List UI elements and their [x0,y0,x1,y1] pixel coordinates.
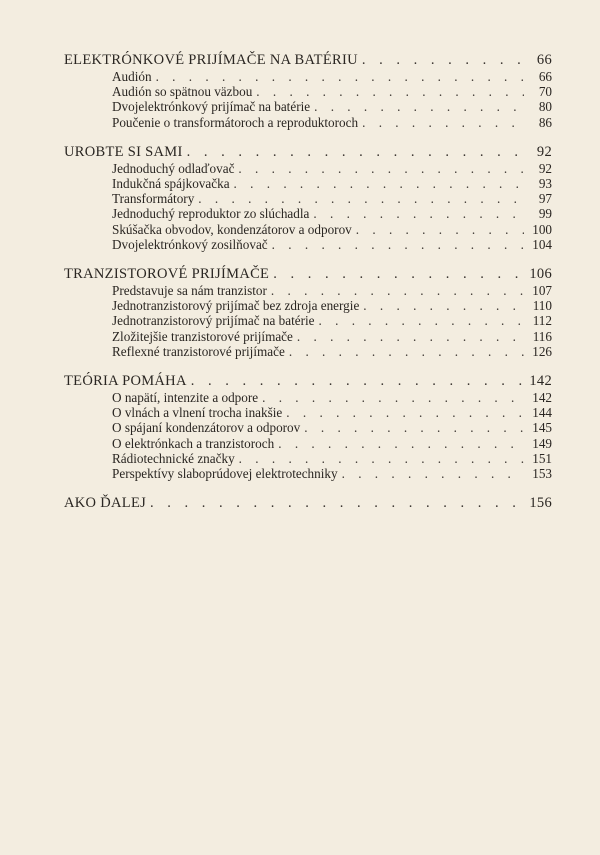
dot-leader [191,373,524,390]
toc-entry [64,313,552,328]
entry-title: Dvojelektrónkový zosilňovač [112,236,268,252]
entry-title: Predstavuje sa nám tranzistor [112,283,267,299]
page-number: 80 [538,99,552,115]
page-number: 92 [538,160,552,176]
dot-leader [198,191,524,206]
dot-leader [278,436,524,451]
toc-entry [64,161,552,176]
entry-title: O elektrónkach a tranzistoroch [112,435,275,451]
dot-leader [272,237,524,252]
page-number: 126 [532,343,552,359]
toc-entry [64,390,552,405]
dot-leader [238,161,524,176]
entry-title: Indukčná spájkovačka [112,176,230,192]
entry-title: O spájaní kondenzátorov a odporov [112,420,301,436]
section-title: ELEKTRÓNKOVÉ PRIJÍMAČE NA BATÉRIU [64,52,358,68]
page-number: 156 [529,495,552,512]
entry-title: Audión so spätnou väzbou [112,84,253,100]
page-number: 104 [532,236,552,252]
page-number: 99 [538,206,552,222]
table-of-contents [64,52,552,526]
toc-entry [64,283,552,298]
entry-title: Jednotranzistorový prijímač bez zdroja energie [112,298,360,314]
toc-section-heading [64,373,552,390]
page-number: 93 [538,176,552,192]
dot-leader [234,176,524,191]
page-number: 70 [538,84,552,100]
dot-leader [342,466,524,481]
toc-entry [64,237,552,252]
toc-entry [64,222,552,237]
toc-entry [64,451,552,466]
page-number: 106 [529,266,552,283]
dot-leader [314,99,524,114]
toc-section [64,495,552,512]
dot-leader [362,52,524,69]
toc-entry [64,69,552,84]
page-number: 144 [532,405,552,421]
entry-title: Skúšačka obvodov, kondenzátorov a odporov [112,221,352,237]
toc-entry [64,191,552,206]
page-number: 112 [532,313,552,329]
section-title: UROBTE SI SAMI [64,143,183,160]
dot-leader [289,344,524,359]
page-number: 66 [536,52,552,68]
toc-section-heading [64,266,552,283]
page-number: 153 [532,466,552,482]
toc-entry [64,466,552,481]
entry-title: Zložitejšie tranzistorové prijímače [112,328,293,344]
entry-title: Transformátory [112,191,195,207]
entry-title: O napätí, intenzite a odpore [112,390,259,406]
page-number: 142 [532,390,552,406]
entry-title: Reflexné tranzistorové prijímače [112,343,285,359]
section-title: TRANZISTOROVÉ PRIJÍMAČE [64,266,270,283]
entry-title: Poučenie o transformátoroch a reproduktoroch [112,114,359,130]
toc-entry [64,84,552,99]
entry-title: Dvojelektrónkový prijímač na batérie [112,99,311,115]
page-number: 142 [529,373,552,390]
entry-title: Jednoduchý reproduktor zo slúchadla [112,206,310,222]
page-number: 92 [536,143,552,160]
dot-leader [187,144,524,161]
dot-leader [273,266,524,283]
page-number: 97 [538,191,552,207]
section-title: TEÓRIA POMÁHA [64,373,187,390]
dot-leader [304,420,524,435]
page-number: 100 [532,221,552,237]
toc-entry [64,420,552,435]
page-number: 66 [538,69,552,84]
toc-entry [64,344,552,359]
toc-entry [64,298,552,313]
entry-title: Rádiotechnické značky [112,450,235,466]
toc-entry [64,115,552,130]
entry-title: O vlnách a vlnení trocha inakšie [112,405,283,421]
entry-title: Audión [112,69,152,84]
toc-entry [64,206,552,221]
dot-leader [362,115,524,130]
toc-entry [64,329,552,344]
dot-leader [297,329,524,344]
page-number: 116 [532,328,552,344]
entry-title: Jednotranzistorový prijímač na batérie [112,313,315,329]
dot-leader [356,222,524,237]
page-number: 149 [532,435,552,451]
page-number: 145 [532,420,552,436]
entry-title: Jednoduchý odlaďovač [112,160,235,176]
dot-leader [262,390,524,405]
page-number: 86 [538,114,552,130]
toc-entry [64,176,552,191]
dot-leader [313,206,524,221]
dot-leader [363,298,524,313]
toc-section [64,144,552,252]
toc-section [64,266,552,359]
toc-entry [64,436,552,451]
toc-section-heading [64,495,552,512]
toc-section [64,373,552,481]
dot-leader [239,451,524,466]
page-number: 107 [532,283,552,299]
toc-section-heading [64,52,552,69]
dot-leader [271,283,524,298]
entry-title: Perspektívy slaboprúdovej elektrotechniky [112,466,338,482]
toc-entry [64,405,552,420]
page-number: 110 [532,298,552,314]
dot-leader [319,313,524,328]
dot-leader [286,405,524,420]
toc-entry [64,99,552,114]
toc-section-heading [64,144,552,161]
page-number: 151 [532,450,552,466]
dot-leader [256,84,524,99]
dot-leader [150,495,524,512]
section-title: AKO ĎALEJ [64,495,147,512]
toc-section [64,52,552,130]
dot-leader [156,69,524,84]
